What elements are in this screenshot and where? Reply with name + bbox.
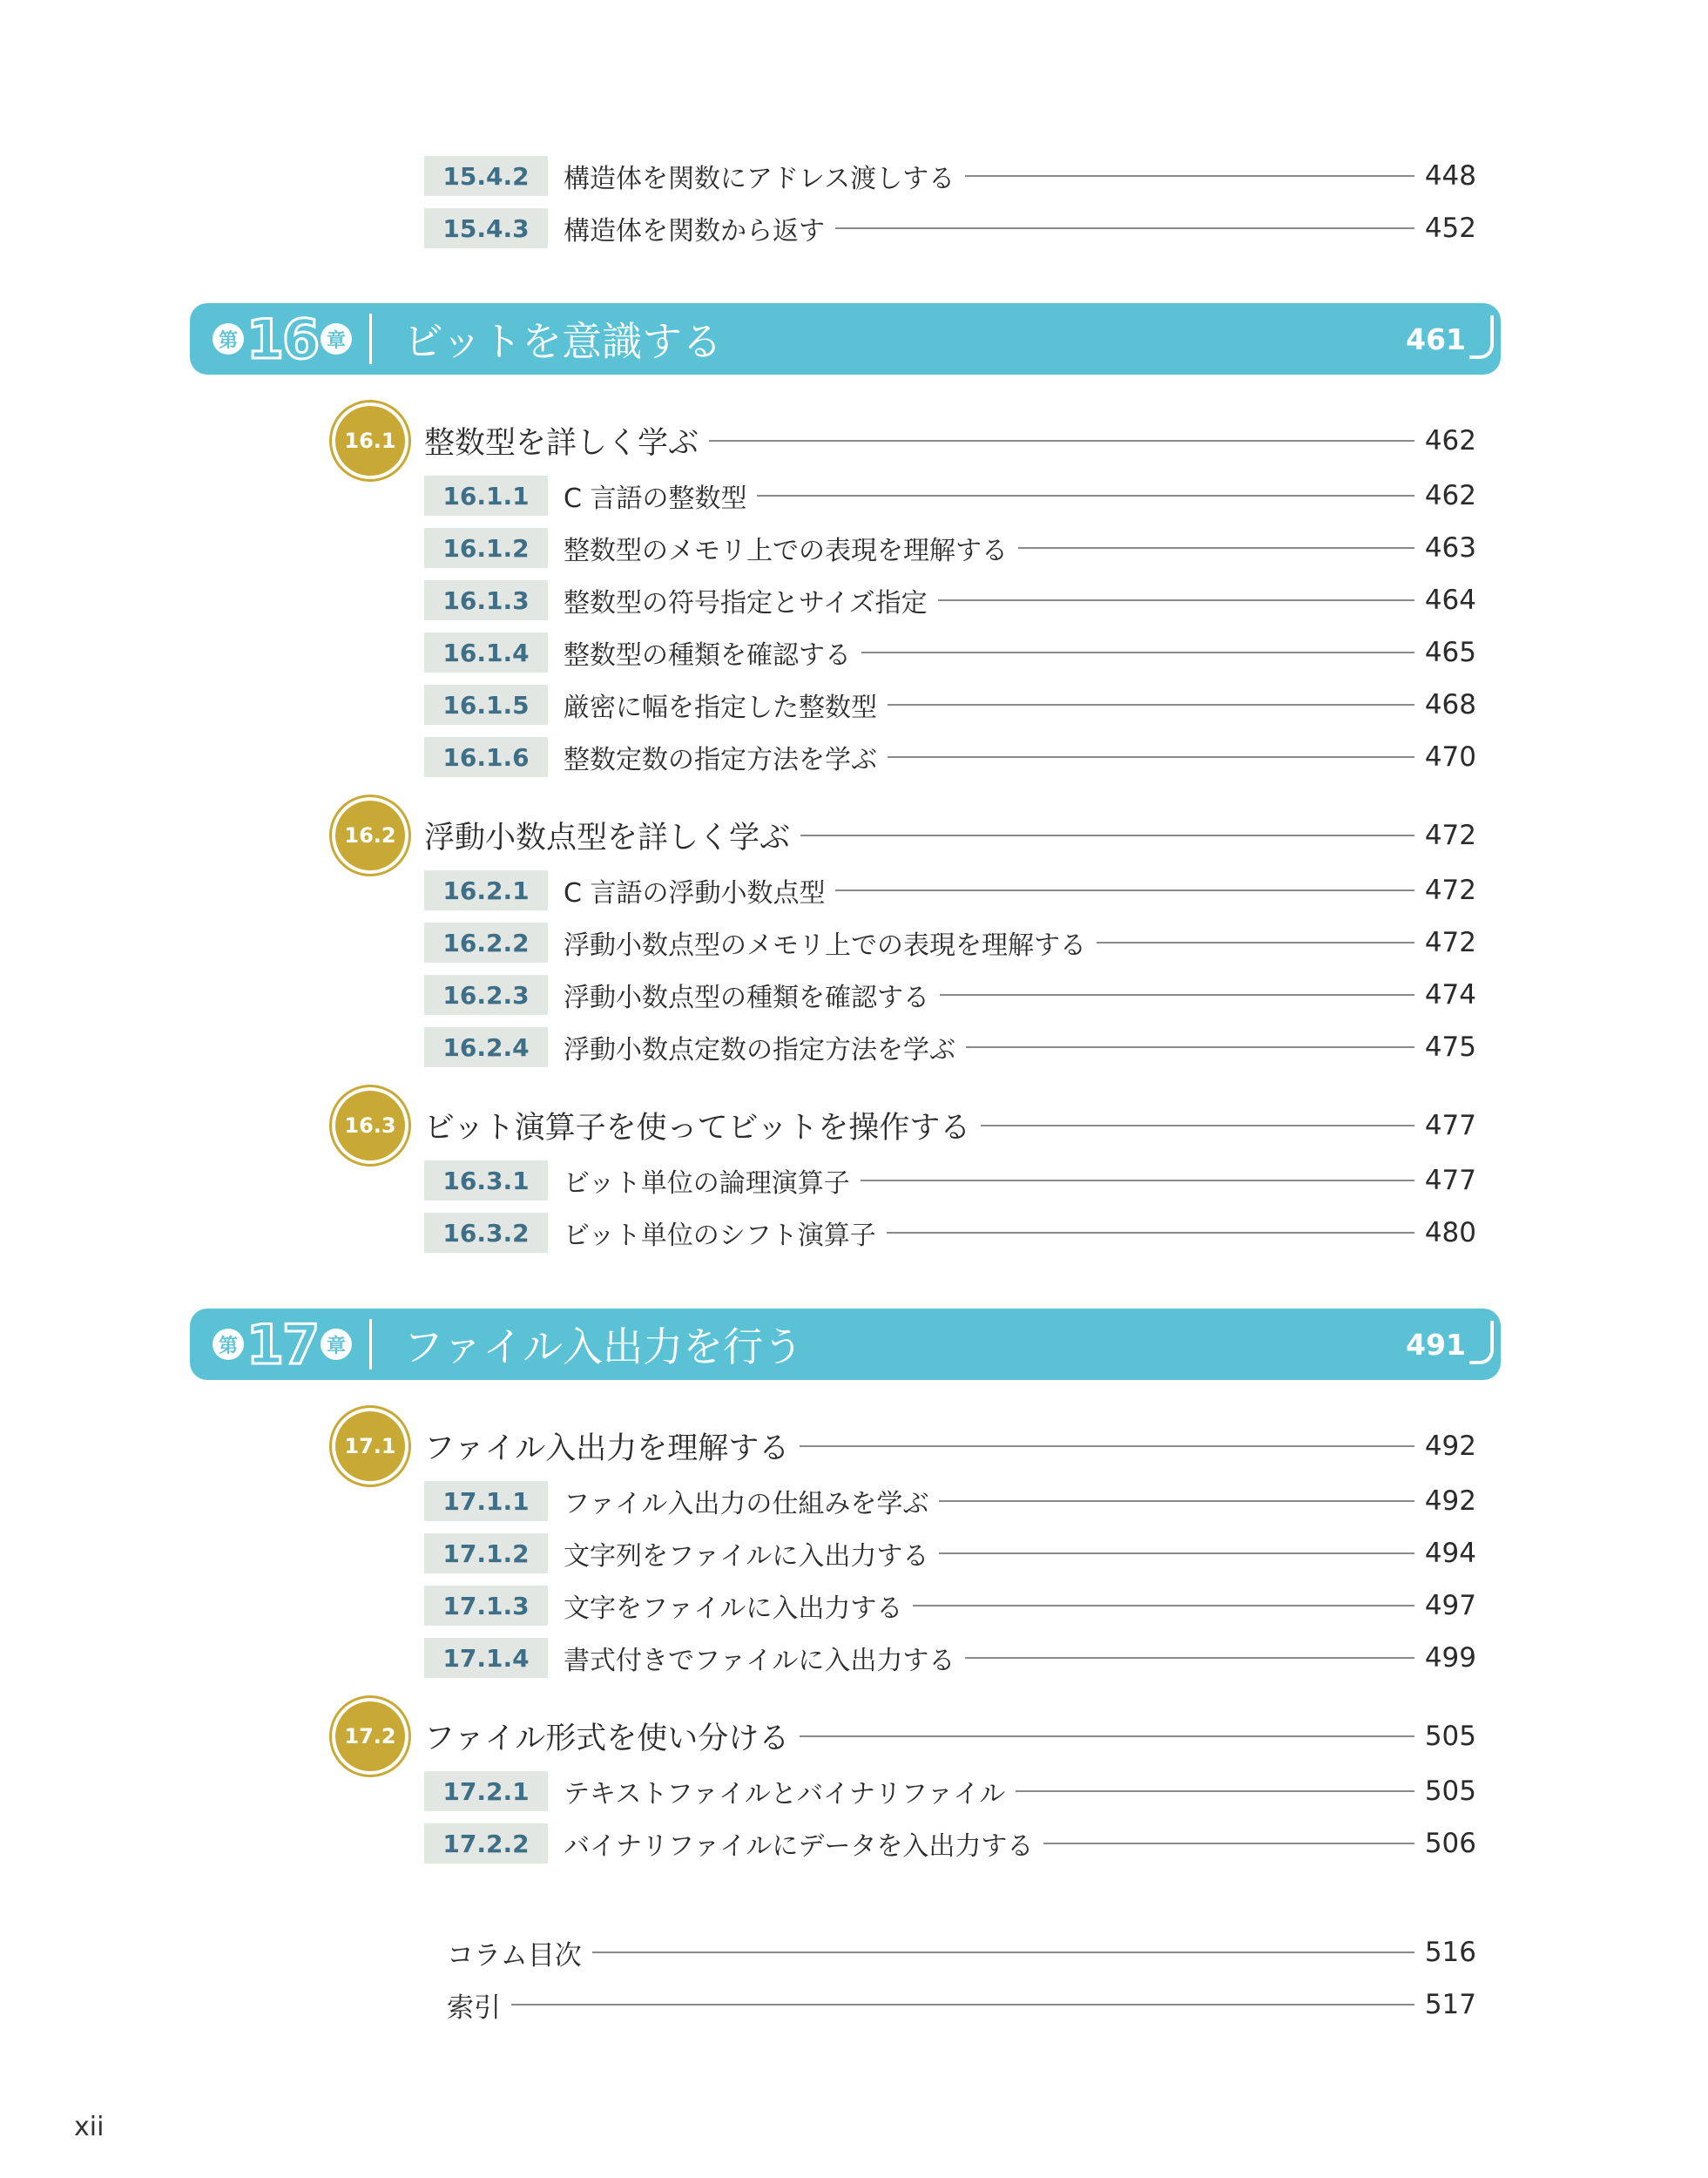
subsection-number: 16.2.4 [424, 1027, 548, 1067]
toc-section-row [335, 1697, 1476, 1776]
section-number-badge: 16.2 [335, 801, 405, 870]
subsection-number: 17.1.3 [424, 1586, 548, 1626]
toc-section-row [335, 1407, 1476, 1485]
page-number: 472 [1424, 820, 1476, 851]
dot-leader [835, 227, 1414, 229]
subsection-title: 浮動小数点定数の指定方法を学ぶ [564, 1035, 955, 1065]
dot-leader [861, 652, 1414, 653]
chapter-prefix-mark: 第 [213, 323, 244, 355]
dot-leader [592, 1951, 1414, 1953]
subsection-number: 15.4.3 [424, 208, 548, 248]
chapter-divider [369, 314, 372, 364]
subsection-number: 17.2.1 [424, 1771, 548, 1811]
dot-leader [709, 440, 1414, 442]
subsection-title: 浮動小数点型の種類を確認する [564, 983, 929, 1013]
dot-leader [981, 1125, 1414, 1126]
page-number: 499 [1424, 1642, 1476, 1674]
chapter-prefix-mark: 第 [213, 1329, 244, 1360]
dot-leader [835, 889, 1414, 891]
section-number-badge: 16.3 [335, 1091, 405, 1160]
page-number: 474 [1424, 979, 1476, 1011]
subsection-number: 17.1.2 [424, 1533, 548, 1573]
chapter-divider [369, 1319, 372, 1370]
subsection-number: 16.1.5 [424, 685, 548, 725]
section-title: ファイル形式を使い分ける [424, 1721, 790, 1756]
subsection-number: 17.1.4 [424, 1638, 548, 1678]
subsection-number: 16.1.4 [424, 632, 548, 673]
toc-subsection-row [424, 476, 1476, 516]
section-title: ビット演算子を使ってビットを操作する [424, 1111, 971, 1146]
page-number: 505 [1424, 1776, 1476, 1807]
toc-section-row [335, 796, 1476, 875]
section-title: 整数型を詳しく学ぶ [424, 426, 699, 461]
chapter-suffix-mark: 章 [321, 323, 352, 355]
extra-title: 索引 [447, 1992, 501, 2024]
dot-leader [887, 1232, 1414, 1234]
page-number: 470 [1424, 741, 1476, 773]
chapter-number: 17 [246, 1312, 319, 1376]
toc-subsection-row [424, 156, 1476, 196]
page-folio: xii [74, 2112, 105, 2142]
page-number: 462 [1424, 425, 1476, 457]
subsection-title: 整数型のメモリ上での表現を理解する [564, 536, 1008, 566]
toc-section-row [335, 402, 1476, 480]
subsection-title: 書式付きでファイルに入出力する [564, 1646, 955, 1676]
chapter-title: ビットを意識する [403, 318, 723, 365]
corner-bracket-icon [1469, 315, 1494, 359]
subsection-title: ビット単位の論理演算子 [564, 1168, 850, 1199]
subsection-number: 16.2.3 [424, 975, 548, 1015]
page-number: 494 [1424, 1538, 1476, 1569]
toc-subsection-row [424, 1823, 1476, 1863]
chapter-title: ファイル入出力を行う [403, 1323, 804, 1370]
chapter-banner [190, 1309, 1501, 1380]
chapter-banner [190, 303, 1501, 375]
toc-subsection-row [424, 1027, 1476, 1067]
subsection-number: 16.3.2 [424, 1213, 548, 1253]
subsection-title: 文字列をファイルに入出力する [564, 1541, 929, 1572]
subsection-number: 16.2.1 [424, 870, 548, 910]
toc-subsection-row [424, 1160, 1476, 1201]
dot-leader [966, 1046, 1414, 1048]
toc-subsection-row [424, 685, 1476, 725]
page-number: 480 [1424, 1217, 1476, 1248]
subsection-title: ビット単位のシフト演算子 [564, 1221, 876, 1251]
toc-subsection-row [424, 1213, 1476, 1253]
toc-subsection-row [424, 528, 1476, 568]
page-number: 452 [1424, 213, 1476, 244]
section-number-badge: 16.1 [335, 406, 405, 476]
dot-leader [938, 599, 1414, 601]
subsection-number: 17.2.2 [424, 1823, 548, 1863]
subsection-number: 16.1.3 [424, 580, 548, 620]
page-number: 472 [1424, 875, 1476, 906]
dot-leader [1097, 942, 1414, 944]
toc-subsection-row [424, 208, 1476, 248]
subsection-number: 16.3.1 [424, 1160, 548, 1201]
chapter-page-number: 491 [1406, 1327, 1466, 1362]
dot-leader [940, 994, 1414, 996]
page-number: 472 [1424, 927, 1476, 958]
subsection-title: 浮動小数点型のメモリ上での表現を理解する [564, 930, 1086, 961]
page-number: 477 [1424, 1110, 1476, 1141]
page-number: 516 [1424, 1937, 1476, 1968]
dot-leader [511, 2004, 1414, 2006]
page-number: 477 [1424, 1165, 1476, 1196]
toc-extra-row [447, 1932, 1476, 1972]
toc-subsection-row [424, 1771, 1476, 1811]
dot-leader [939, 1500, 1414, 1502]
chapter-suffix-mark: 章 [321, 1329, 352, 1360]
subsection-number: 16.2.2 [424, 923, 548, 963]
subsection-title: 構造体を関数にアドレス渡しする [564, 164, 955, 194]
toc-subsection-row [424, 737, 1476, 777]
subsection-number: 16.1.6 [424, 737, 548, 777]
chapter-number: 16 [246, 307, 319, 371]
extra-title: コラム目次 [447, 1939, 582, 1972]
toc-subsection-row [424, 1481, 1476, 1521]
dot-leader [800, 835, 1414, 836]
page-number: 468 [1424, 689, 1476, 720]
subsection-title: ファイル入出力の仕組みを学ぶ [564, 1489, 929, 1519]
dot-leader [913, 1605, 1414, 1606]
dot-leader [1018, 547, 1414, 549]
page-number: 462 [1424, 480, 1476, 511]
toc-subsection-row [424, 923, 1476, 963]
toc-subsection-row [424, 975, 1476, 1015]
subsection-number: 15.4.2 [424, 156, 548, 196]
dot-leader [800, 1735, 1414, 1737]
dot-leader [965, 175, 1414, 177]
subsection-title: 構造体を関数から返す [564, 216, 825, 247]
page-number: 465 [1424, 637, 1476, 668]
page-number: 492 [1424, 1431, 1476, 1462]
toc-subsection-row [424, 1533, 1476, 1573]
subsection-title: バイナリファイルにデータを入出力する [564, 1831, 1034, 1862]
toc-extra-row [447, 1985, 1476, 2025]
page-number: 448 [1424, 160, 1476, 192]
toc-subsection-row [424, 632, 1476, 673]
dot-leader [888, 756, 1414, 758]
dot-leader [757, 495, 1414, 497]
subsection-number: 16.1.1 [424, 476, 548, 516]
page-number: 517 [1424, 1989, 1476, 2020]
section-number-badge: 17.2 [335, 1701, 405, 1771]
subsection-title: 整数定数の指定方法を学ぶ [564, 745, 877, 775]
dot-leader [939, 1552, 1414, 1554]
dot-leader [1043, 1843, 1414, 1844]
dot-leader [800, 1445, 1414, 1447]
chapter-page-number: 461 [1406, 321, 1466, 356]
page-number: 463 [1424, 532, 1476, 564]
page-number: 505 [1424, 1721, 1476, 1752]
subsection-title: C 言語の浮動小数点型 [564, 878, 826, 909]
toc-subsection-row [424, 580, 1476, 620]
subsection-title: 厳密に幅を指定した整数型 [564, 693, 877, 723]
page-number: 497 [1424, 1590, 1476, 1621]
corner-bracket-icon [1469, 1321, 1494, 1364]
toc-subsection-row [424, 870, 1476, 910]
subsection-title: C 言語の整数型 [564, 484, 747, 514]
toc-subsection-row [424, 1586, 1476, 1626]
section-title: ファイル入出力を理解する [424, 1431, 790, 1466]
subsection-number: 17.1.1 [424, 1481, 548, 1521]
subsection-title: 整数型の符号指定とサイズ指定 [564, 588, 928, 619]
subsection-title: テキストファイルとバイナリファイル [564, 1779, 1006, 1809]
page-number: 506 [1424, 1828, 1476, 1859]
dot-leader [888, 704, 1414, 706]
subsection-number: 16.1.2 [424, 528, 548, 568]
toc-subsection-row [424, 1638, 1476, 1678]
dot-leader [1016, 1790, 1414, 1792]
dot-leader [965, 1657, 1414, 1659]
subsection-title: 文字をファイルに入出力する [564, 1593, 903, 1624]
page-number: 492 [1424, 1485, 1476, 1517]
dot-leader [861, 1180, 1414, 1181]
page-number: 464 [1424, 585, 1476, 616]
section-title: 浮動小数点型を詳しく学ぶ [424, 821, 791, 856]
section-number-badge: 17.1 [335, 1411, 405, 1481]
page-number: 475 [1424, 1032, 1476, 1063]
toc-section-row [335, 1086, 1476, 1165]
subsection-title: 整数型の種類を確認する [564, 640, 851, 671]
